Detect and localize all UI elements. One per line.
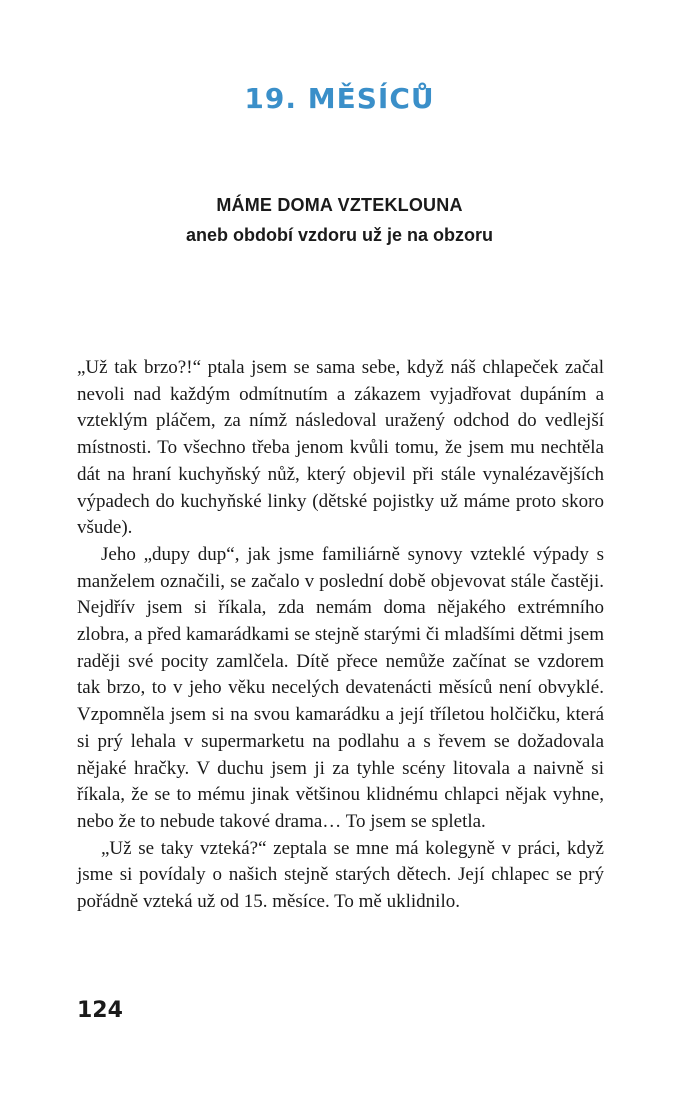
article-subtitle: aneb období vzdoru už je na obzoru — [186, 225, 493, 245]
paragraph: Jeho „dupy dup“, jak jsme familiárně synovy vzteklé výpady s manželem označili, se začalo v poslední době objevovat stále častěji. Nejdřív jsem si říkala, zda nemám doma nějakého extrémního zlobra, a před kamarádkami se stejně starými či mladšími dětmi jsem raději své pocity zamlčela. Dítě přece nemůže začínat se vzdorem tak brzo, to v jeho věku necelých devatenácti měsíců není obvyklé. Vzpomněla jsem si na svou kamarádku a její tříletou holčičku, která si prý lehala v supermarketu na podlahu a s řevem se dožadovala nějaké hračky. V duchu jsem ji za tyhle scény litovala a naivně si říkala, že se to mému jinak většinou klidnému chlapci nějak vyhne, nebo že to nebude takové drama… To jsem se spletla. — [77, 543, 604, 832]
page-number: 124 — [77, 998, 123, 1023]
article-body — [77, 355, 604, 916]
chapter-title: 19. MĚSÍCŮ — [244, 82, 435, 115]
paragraph: „Už se taky vzteká?“ zeptala se mne má kolegyně v práci, když jsme si povídaly o našich stejně starých dětech. Její chlapec se prý pořádně vzteká už od 15. měsíce. To mě uklidnilo. — [77, 837, 604, 913]
paragraph: „Už tak brzo?!“ ptala jsem se sama sebe, když náš chlapeček začal nevoli nad každým odmítnutím a zákazem vyjadřovat dupáním a vzteklým pláčem, za nímž následoval uražený odchod do vedlejší místnosti. To všechno třeba jenom kvůli tomu, že jsem mu nechtěla dát na hraní kuchyňský nůž, který objevil při stále vynalézavějších výpadech do kuchyňské linky (dětské pojistky už máme proto skoro všude). — [77, 357, 604, 539]
article-headline: MÁME DOMA VZTEKLOUNA — [216, 195, 463, 215]
